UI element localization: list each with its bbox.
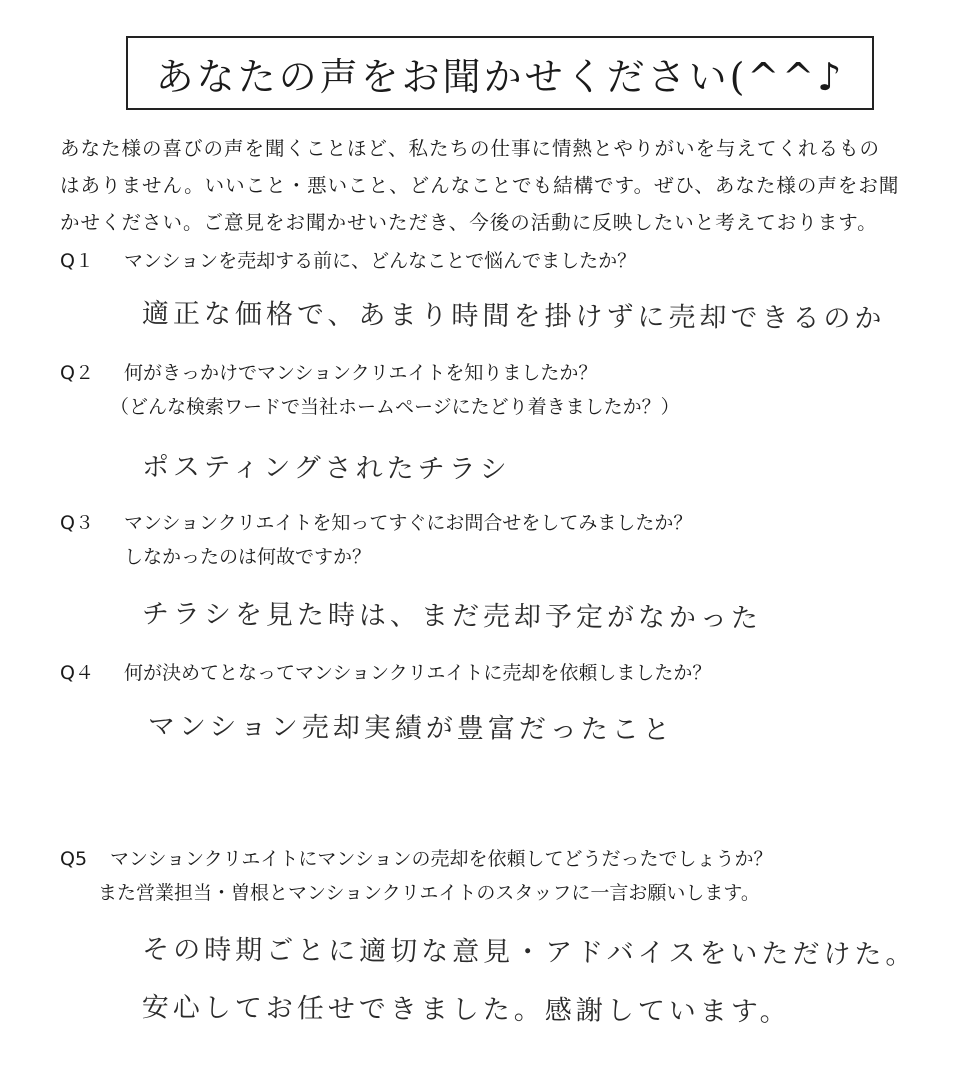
question-text: マンションを売却する前に、どんなことで悩んでましたか？ [124,250,637,272]
question-text: 何が決めてとなってマンションクリエイトに売却を依頼しましたか？ [124,662,712,684]
answer-5 [142,921,917,1042]
question-subtext: しなかったのは何故ですか？ [124,546,372,568]
question-number: Q5 [60,848,88,870]
question-number: Q２ [60,362,94,384]
question-subtext: （どんな検索ワードで当社ホームページにたどり着きましたか？） [110,396,680,418]
intro-line: かせください。ご意見をお聞かせいただき、今後の活動に反映したいと考えております。 [60,211,878,234]
answer-2 [142,445,511,487]
question-subtext: また営業担当・曽根とマンションクリエイトのスタッフに一言お願いします。 [98,882,760,904]
page-title: あなたの声をお聞かせください(^^♪ [126,36,874,110]
answer-text: 適正な価格で、あまり時間を掛けずに売却できるのか [141,298,886,335]
answer-text: その時期ごとに適切な意見・アドバイスをいただけた。 [142,934,917,971]
intro-line: はありません。いいこと・悪いこと、どんなことでも結構です。ぜひ、あなた様の声をお聞 [60,174,900,197]
question-number: Q３ [60,512,94,534]
answer-4 [148,704,674,747]
answer-1 [142,291,886,335]
question-number: Q４ [60,662,94,684]
question-text: マンションクリエイトにマンションの売却を依頼してどうだったでしょうか？ [110,848,773,870]
intro-line: あなた様の喜びの声を聞くことほど、私たちの仕事に情熱とやりがいを与えてくれるもの [60,137,881,160]
question-1 [60,244,636,278]
intro-paragraph [60,130,940,241]
question-text: 何がきっかけでマンションクリエイトを知りましたか？ [124,362,598,384]
question-4 [60,656,711,690]
question-5 [60,842,773,910]
answer-text: 安心してお任せできました。感謝しています。 [141,992,791,1028]
answer-text: チラシを見た時は、まだ売却予定がなかった [141,598,763,635]
question-text: マンションクリエイトを知ってすぐにお問合せをしてみましたか？ [124,512,693,534]
answer-text: ポスティングされたチラシ [141,451,511,486]
question-number: Q１ [60,250,94,272]
answer-text: マンション売却実績が豊富だったこと [147,711,674,746]
question-2 [60,356,680,424]
answer-3 [142,592,762,635]
question-3 [60,506,692,574]
